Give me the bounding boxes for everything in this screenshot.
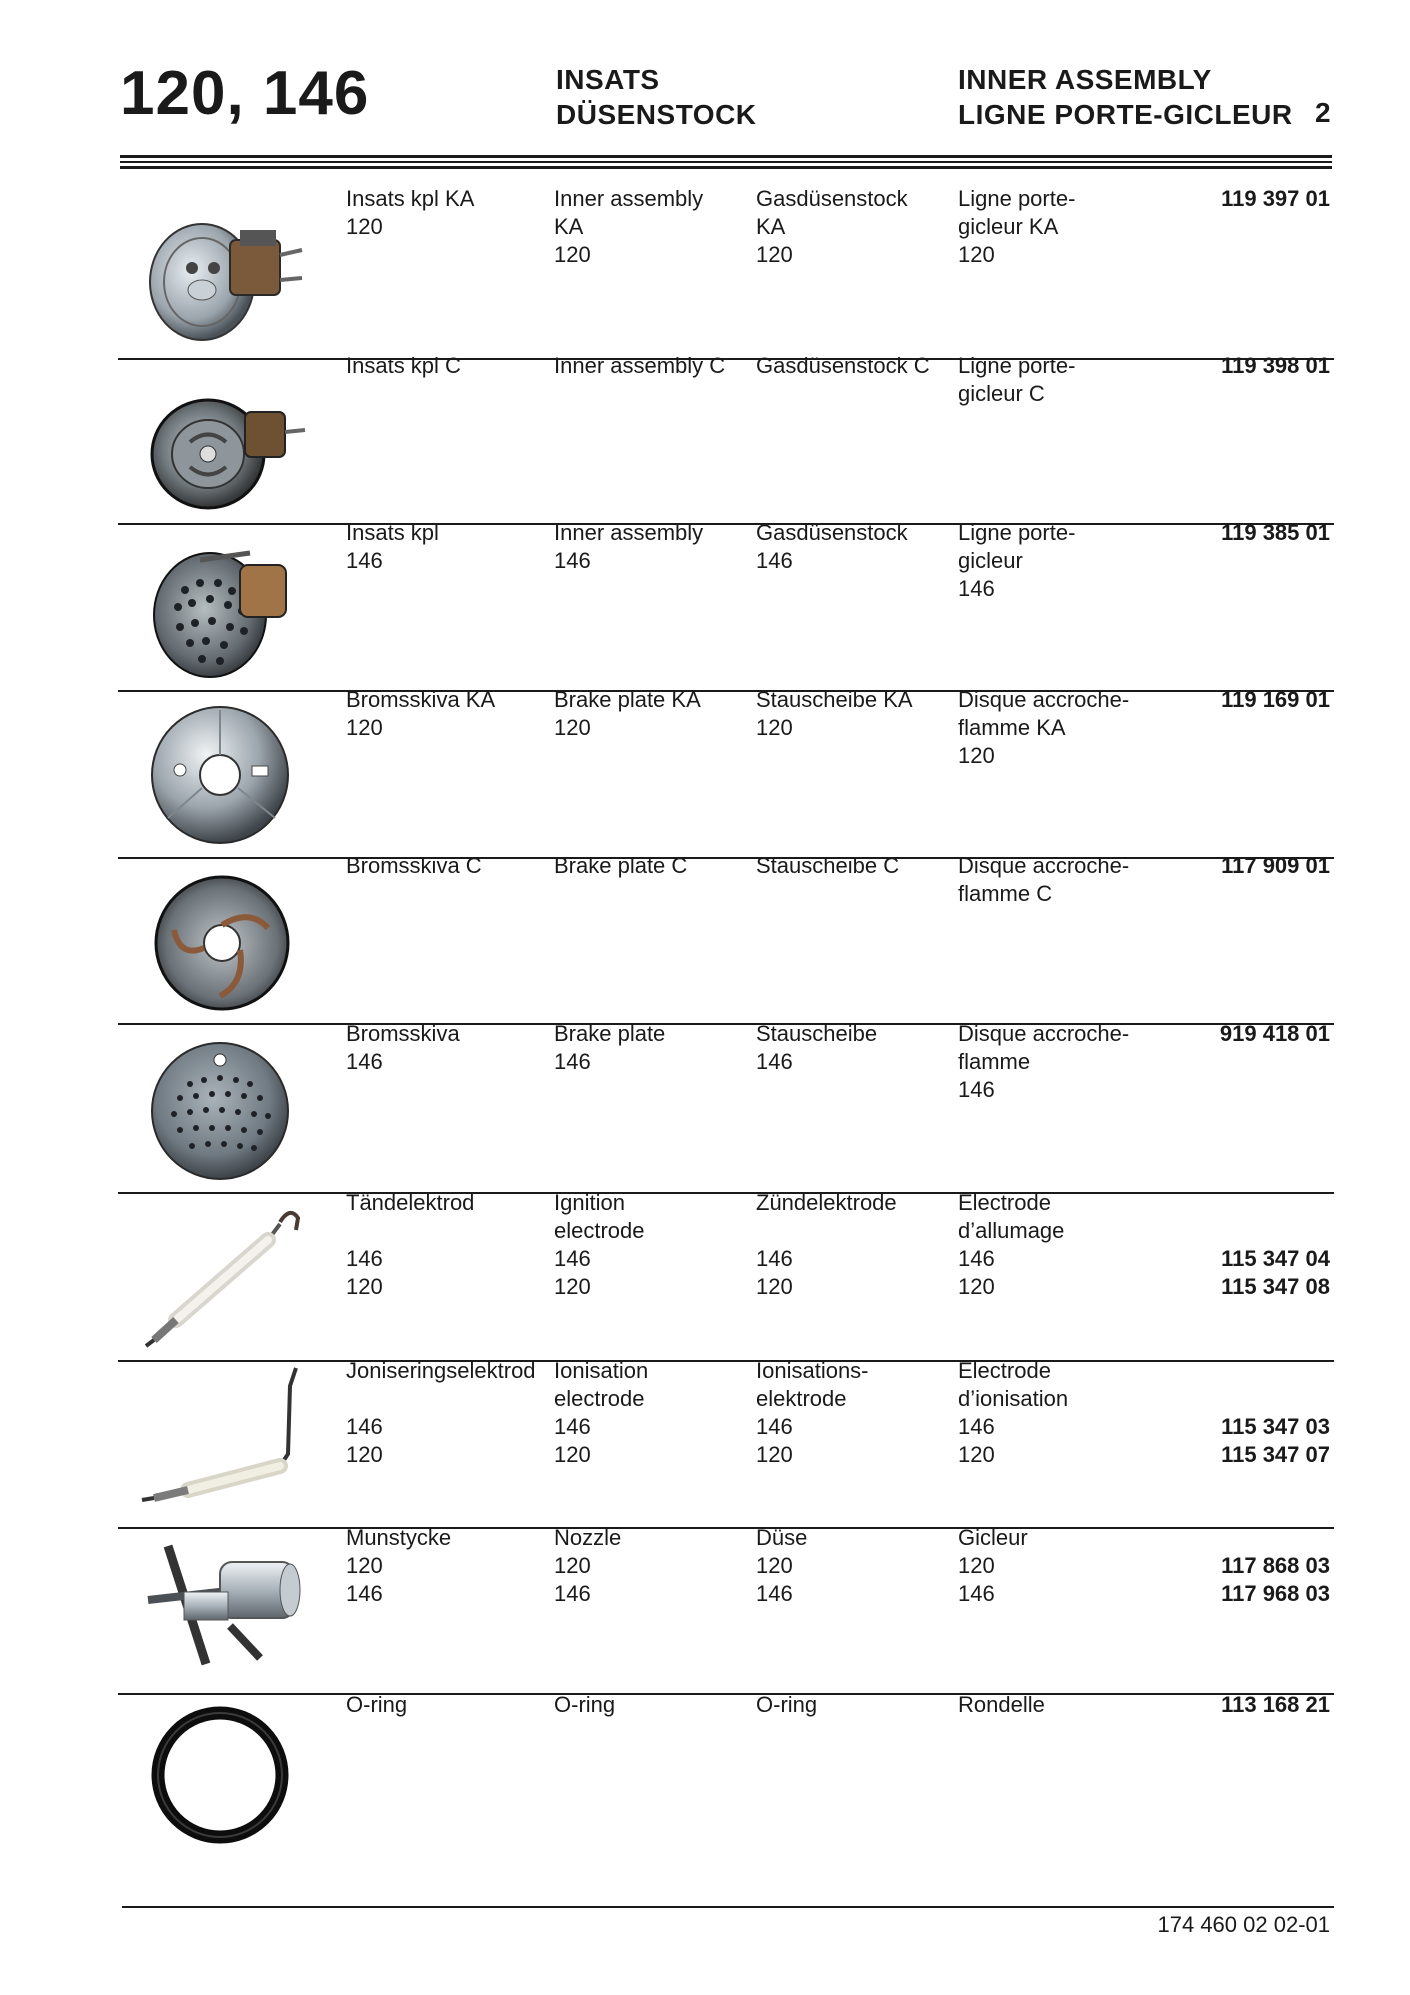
- part-number: [1221, 852, 1330, 880]
- description-line: flamme KA: [958, 715, 1066, 740]
- description-line: 146: [958, 576, 995, 601]
- page-number: 2: [1315, 97, 1331, 128]
- description-line: 146: [346, 548, 383, 573]
- description-line: Düse: [756, 1525, 808, 1550]
- title-fr: LIGNE PORTE-GICLEUR: [958, 99, 1293, 130]
- part-number-line: 117 868 03: [1221, 1553, 1330, 1578]
- row-divider: [118, 523, 1334, 525]
- description-line: 120: [958, 1274, 995, 1299]
- title-en: INNER ASSEMBLY: [958, 64, 1212, 95]
- part-number: [1221, 1691, 1330, 1719]
- inner-assembly-c-photo: [140, 372, 310, 522]
- description-de: [756, 1020, 877, 1076]
- row-divider: [118, 1023, 1334, 1025]
- part-number-line: 117 909 01: [1221, 853, 1330, 878]
- description-en: [554, 1691, 615, 1719]
- description-sv: [346, 519, 439, 575]
- description-fr: [958, 185, 1075, 269]
- description-de: [756, 352, 930, 380]
- description-line: Bromsskiva KA: [346, 687, 496, 712]
- description-line: Stauscheibe KA: [756, 687, 913, 712]
- description-line: 120: [346, 1274, 383, 1299]
- description-line: Electrode: [958, 1358, 1051, 1383]
- part-number-line: 117 968 03: [1221, 1581, 1330, 1606]
- row-divider: [118, 690, 1334, 692]
- description-line: [756, 1217, 897, 1245]
- description-de: [756, 1189, 897, 1301]
- description-line: electrode: [554, 1218, 645, 1243]
- description-en: [554, 1357, 648, 1469]
- ignition-electrode-photo: [140, 1200, 310, 1350]
- part-number-line: 119 169 01: [1221, 687, 1330, 712]
- description-line: 146: [958, 1246, 995, 1271]
- description-en: [554, 1189, 645, 1301]
- description-fr: [958, 1020, 1129, 1104]
- header-rule: [120, 166, 1332, 169]
- description-sv: [346, 1020, 460, 1076]
- header-title-sv-de: [556, 62, 757, 132]
- description-line: Ligne porte-: [958, 353, 1076, 378]
- description-line: Stauscheibe: [756, 1021, 878, 1046]
- brake-plate-ka-photo: [140, 700, 310, 850]
- part-number: [1221, 686, 1330, 714]
- document-number: 174 460 02 02-01: [1157, 1912, 1330, 1937]
- description-line: 146: [958, 1077, 995, 1102]
- description-line: flamme: [958, 1049, 1031, 1074]
- description-line: Bromsskiva C: [346, 853, 482, 878]
- inner-assembly-ka-photo: [140, 200, 310, 350]
- row-divider: [118, 1360, 1334, 1362]
- description-line: Ligne porte-: [958, 520, 1076, 545]
- description-line: 146: [958, 1581, 995, 1606]
- description-line: Disque accroche-: [958, 687, 1130, 712]
- part-number: [1221, 1552, 1330, 1608]
- description-line: 146: [554, 548, 591, 573]
- description-line: KA: [756, 214, 786, 239]
- description-line: Ionisations-: [756, 1358, 869, 1383]
- description-line: gicleur KA: [958, 214, 1059, 239]
- description-de: [756, 686, 913, 742]
- description-line: gicleur: [958, 548, 1023, 573]
- part-number: [1221, 1413, 1330, 1469]
- description-line: Zündelektrode: [756, 1190, 897, 1215]
- description-line: Brake plate C: [554, 853, 688, 878]
- description-fr: [958, 852, 1129, 908]
- brake-plate-146-photo: [140, 1036, 310, 1186]
- description-line: 146: [958, 1414, 995, 1439]
- description-sv: [346, 1357, 536, 1469]
- brake-plate-c-photo: [140, 868, 310, 1018]
- description-line: 120: [756, 242, 793, 267]
- description-fr: [958, 1524, 1028, 1608]
- title-de: DÜSENSTOCK: [556, 99, 757, 130]
- description-line: 146: [554, 1049, 591, 1074]
- description-en: [554, 852, 687, 880]
- footer-rule: [122, 1906, 1334, 1908]
- row-divider: [118, 1693, 1334, 1695]
- part-number-line: 115 347 03: [1221, 1414, 1330, 1439]
- description-line: 120: [756, 1442, 793, 1467]
- description-line: 120: [756, 1553, 793, 1578]
- description-line: 120: [958, 743, 995, 768]
- description-line: 120: [554, 1553, 591, 1578]
- o-ring-photo: [140, 1700, 310, 1850]
- description-sv: [346, 852, 482, 880]
- description-line: Gasdüsenstock: [756, 520, 908, 545]
- description-line: Insats kpl KA: [346, 186, 475, 211]
- description-line: [346, 1385, 536, 1413]
- description-line: 120: [554, 1274, 591, 1299]
- description-line: 146: [554, 1414, 591, 1439]
- description-line: Inner assembly: [554, 520, 704, 545]
- description-sv: [346, 352, 461, 380]
- part-number-line: 113 168 21: [1221, 1692, 1330, 1717]
- description-line: 120: [958, 1442, 995, 1467]
- part-number: [1220, 1020, 1330, 1048]
- description-line: Brake plate: [554, 1021, 666, 1046]
- description-line: 120: [554, 1442, 591, 1467]
- description-en: [554, 352, 725, 380]
- description-line: 120: [346, 715, 383, 740]
- description-sv: [346, 185, 474, 241]
- description-line: Inner assembly: [554, 186, 704, 211]
- description-line: Stauscheibe C: [756, 853, 900, 878]
- description-fr: [958, 1691, 1045, 1719]
- part-number-line: 919 418 01: [1219, 1021, 1330, 1046]
- description-line: 146: [756, 1246, 793, 1271]
- description-line: Ligne porte-: [958, 186, 1076, 211]
- description-fr: [958, 1357, 1068, 1469]
- description-line: Disque accroche-: [958, 853, 1130, 878]
- description-line: 146: [756, 1049, 793, 1074]
- description-line: 120: [346, 1553, 383, 1578]
- description-fr: [958, 519, 1075, 603]
- row-divider: [118, 358, 1334, 360]
- part-number: [1221, 352, 1330, 380]
- description-line: 146: [554, 1581, 591, 1606]
- description-de: [756, 1691, 817, 1719]
- description-sv: [346, 1189, 474, 1301]
- part-number-line: 119 398 01: [1221, 353, 1330, 378]
- description-line: [346, 1217, 474, 1245]
- description-de: [756, 852, 899, 880]
- description-fr: [958, 352, 1075, 408]
- description-de: [756, 185, 908, 269]
- description-line: Gicleur: [958, 1525, 1028, 1550]
- description-line: Ignition: [554, 1190, 625, 1215]
- model-number: 120, 146: [120, 59, 370, 128]
- description-line: O-ring: [346, 1692, 408, 1717]
- description-de: [756, 519, 908, 575]
- description-en: [554, 686, 701, 742]
- description-line: Nozzle: [554, 1525, 622, 1550]
- description-line: Disque accroche-: [958, 1021, 1130, 1046]
- description-line: Gasdüsenstock C: [756, 353, 930, 378]
- description-line: Insats kpl C: [346, 353, 461, 378]
- description-en: [554, 519, 703, 575]
- description-line: Munstycke: [346, 1525, 452, 1550]
- part-number-line: 115 347 04: [1221, 1246, 1330, 1271]
- description-line: 120: [958, 242, 995, 267]
- description-line: Tändelektrod: [346, 1190, 475, 1215]
- description-line: d’allumage: [958, 1218, 1065, 1243]
- title-sv: INSATS: [556, 64, 660, 95]
- description-fr: [958, 1189, 1064, 1301]
- description-line: 120: [756, 1274, 793, 1299]
- description-line: Inner assembly C: [554, 353, 726, 378]
- part-number: [1221, 185, 1330, 213]
- description-line: d’ionisation: [958, 1386, 1069, 1411]
- description-line: elektrode: [756, 1386, 847, 1411]
- description-line: 120: [346, 1442, 383, 1467]
- description-line: Joniseringselektrod: [346, 1358, 536, 1383]
- description-en: [554, 1020, 665, 1076]
- description-line: gicleur C: [958, 381, 1045, 406]
- row-divider: [118, 1527, 1334, 1529]
- description-de: [756, 1524, 807, 1608]
- row-divider: [118, 1192, 1334, 1194]
- description-line: 146: [346, 1049, 383, 1074]
- description-line: 120: [554, 242, 591, 267]
- header-title-en-fr: [958, 62, 1293, 132]
- header-rule: [120, 161, 1332, 163]
- description-line: Bromsskiva: [346, 1021, 460, 1046]
- part-number-line: 115 347 07: [1221, 1442, 1330, 1467]
- description-line: Electrode: [958, 1190, 1051, 1215]
- description-line: 146: [346, 1246, 383, 1271]
- description-line: 120: [346, 214, 383, 239]
- description-line: Brake plate KA: [554, 687, 701, 712]
- row-divider: [118, 857, 1334, 859]
- part-number-line: 119 397 01: [1221, 186, 1330, 211]
- description-line: 120: [554, 715, 591, 740]
- description-line: 146: [554, 1246, 591, 1271]
- description-line: O-ring: [756, 1692, 818, 1717]
- description-sv: [346, 1691, 407, 1719]
- description-line: Ionisation: [554, 1358, 649, 1383]
- header-rule: [120, 155, 1332, 158]
- description-line: 146: [756, 1581, 793, 1606]
- description-line: 146: [346, 1581, 383, 1606]
- description-line: 146: [756, 1414, 793, 1439]
- part-number-line: 119 385 01: [1221, 520, 1330, 545]
- description-line: Gasdüsenstock: [756, 186, 908, 211]
- part-number-line: 115 347 08: [1221, 1274, 1330, 1299]
- description-line: 120: [756, 715, 793, 740]
- inner-assembly-146-photo: [140, 535, 310, 685]
- part-number: [1221, 519, 1330, 547]
- description-line: KA: [554, 214, 584, 239]
- description-sv: [346, 1524, 451, 1608]
- description-de: [756, 1357, 869, 1469]
- description-line: Insats kpl: [346, 520, 439, 545]
- description-line: flamme C: [958, 881, 1053, 906]
- part-number: [1221, 1245, 1330, 1301]
- description-line: O-ring: [554, 1692, 616, 1717]
- description-fr: [958, 686, 1129, 770]
- description-line: 146: [756, 548, 793, 573]
- description-line: 146: [346, 1414, 383, 1439]
- description-en: [554, 185, 703, 269]
- description-en: [554, 1524, 621, 1608]
- nozzle-photo: [140, 1530, 310, 1680]
- description-line: electrode: [554, 1386, 645, 1411]
- description-line: Rondelle: [958, 1692, 1045, 1717]
- ionisation-electrode-photo: [140, 1364, 310, 1514]
- description-sv: [346, 686, 495, 742]
- description-line: 120: [958, 1553, 995, 1578]
